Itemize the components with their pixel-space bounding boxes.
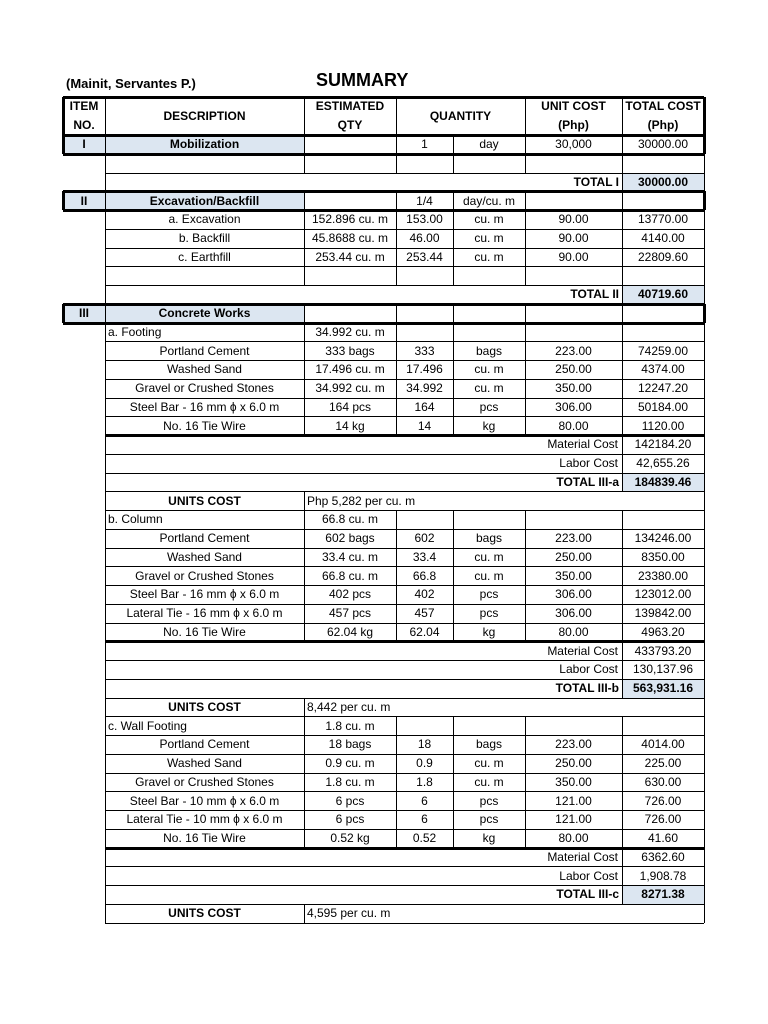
item-description: Steel Bar - 16 mm ϕ x 6.0 m bbox=[129, 587, 280, 602]
grid-line bbox=[105, 97, 106, 135]
quantity-unit: cu. m bbox=[474, 381, 504, 396]
grid-line bbox=[105, 640, 704, 643]
grid-line bbox=[704, 754, 705, 773]
estimated-qty: 17.496 cu. m bbox=[315, 362, 385, 377]
item-description: No. 16 Tie Wire bbox=[163, 418, 246, 433]
grid-line bbox=[703, 304, 706, 323]
grid-line bbox=[105, 923, 704, 924]
grid-line bbox=[704, 529, 705, 548]
grid-line bbox=[453, 154, 454, 173]
estimated-qty: 402 pcs bbox=[328, 587, 372, 602]
grid-line bbox=[304, 135, 305, 154]
grid-line bbox=[704, 435, 705, 454]
grid-line bbox=[63, 134, 704, 137]
grid-line bbox=[62, 191, 65, 210]
total-label: TOTAL III-a bbox=[556, 474, 619, 489]
grid-line bbox=[704, 379, 705, 398]
grid-line bbox=[63, 303, 704, 306]
grid-line bbox=[704, 323, 705, 342]
unit-cost: 90.00 bbox=[558, 231, 589, 246]
section-title: Excavation/Backfill bbox=[149, 193, 260, 208]
unit-cost: 250.00 bbox=[555, 549, 592, 564]
grid-line bbox=[525, 97, 526, 135]
item-description: No. 16 Tie Wire bbox=[163, 831, 246, 846]
total-value: 8271.38 bbox=[641, 887, 685, 902]
section-item-no: III bbox=[78, 306, 89, 321]
grid-line bbox=[105, 191, 106, 210]
total-cost: 23380.00 bbox=[637, 568, 689, 583]
item-description: Portland Cement bbox=[159, 343, 250, 358]
item-description: Lateral Tie - 16 mm ϕ x 6.0 m bbox=[126, 606, 283, 621]
grid-line bbox=[525, 716, 526, 735]
grid-line bbox=[704, 248, 705, 267]
quantity-value: 0.52 bbox=[412, 831, 437, 846]
section-unit-cost: 30,000 bbox=[555, 137, 592, 152]
quantity-value: 602 bbox=[414, 531, 435, 546]
header-quantity: QUANTITY bbox=[429, 109, 492, 123]
grid-line bbox=[525, 510, 526, 529]
grid-line bbox=[704, 885, 705, 904]
grid-line bbox=[525, 304, 526, 323]
quantity-unit: pcs bbox=[479, 812, 499, 827]
quantity-value: 402 bbox=[414, 587, 435, 602]
quantity-unit: cu. m bbox=[474, 568, 504, 583]
section-unit: day/cu. m bbox=[462, 193, 516, 208]
unit-cost: 350.00 bbox=[555, 774, 592, 789]
grid-line bbox=[704, 791, 705, 810]
grid-line bbox=[704, 173, 705, 192]
item-description: Steel Bar - 16 mm ϕ x 6.0 m bbox=[129, 399, 280, 414]
grid-line bbox=[704, 904, 705, 923]
grid-line bbox=[453, 266, 454, 285]
grid-line bbox=[704, 210, 705, 229]
grid-line bbox=[396, 135, 397, 154]
grid-line bbox=[63, 190, 704, 193]
grid-line bbox=[704, 473, 705, 492]
quantity-unit: pcs bbox=[479, 399, 499, 414]
units-cost-value: Php 5,282 per cu. m bbox=[307, 493, 416, 508]
total-value: 30000.00 bbox=[637, 174, 689, 189]
quantity-value: 34.992 bbox=[406, 381, 443, 396]
cost-value: 42,655.26 bbox=[636, 456, 690, 471]
unit-cost: 223.00 bbox=[555, 531, 592, 546]
header-unit-cost: UNIT COST (Php) bbox=[541, 99, 606, 132]
item-description: Gravel or Crushed Stones bbox=[135, 774, 274, 789]
grid-line bbox=[396, 191, 397, 210]
header-total-cost: TOTAL COST (Php) bbox=[625, 99, 701, 132]
item-description: Steel Bar - 10 mm ϕ x 6.0 m bbox=[129, 793, 280, 808]
cost-value: 6362.60 bbox=[641, 849, 685, 864]
estimated-qty: 62.04 kg bbox=[326, 624, 374, 639]
section-unit-cost bbox=[525, 304, 622, 323]
grid-line bbox=[704, 566, 705, 585]
grid-line bbox=[525, 323, 526, 342]
grid-line bbox=[704, 735, 705, 754]
grid-line bbox=[704, 698, 705, 717]
quantity-unit: cu. m bbox=[474, 231, 504, 246]
quantity-unit: cu. m bbox=[474, 549, 504, 564]
grid-line bbox=[704, 810, 705, 829]
grid-line bbox=[304, 266, 305, 285]
grid-line bbox=[704, 229, 705, 248]
section-unit: day bbox=[479, 137, 499, 152]
subsection-volume: 1.8 cu. m bbox=[325, 718, 375, 733]
total-cost: 12247.20 bbox=[637, 381, 689, 396]
grid-line bbox=[304, 191, 305, 210]
units-cost-value: 4,595 per cu. m bbox=[307, 906, 391, 921]
estimated-qty: 6 pcs bbox=[335, 793, 365, 808]
grid-line bbox=[704, 716, 705, 735]
item-description: a. Excavation bbox=[168, 212, 241, 227]
quantity-value: 1.8 bbox=[416, 774, 433, 789]
grid-line bbox=[704, 266, 705, 285]
quantity-value: 333 bbox=[414, 343, 435, 358]
item-description: No. 16 Tie Wire bbox=[163, 624, 246, 639]
grid-line bbox=[704, 604, 705, 623]
grid-line bbox=[622, 191, 623, 210]
section-item-no: II bbox=[80, 193, 88, 208]
total-cost: 123012.00 bbox=[634, 587, 692, 602]
quantity-value: 18 bbox=[417, 737, 432, 752]
unit-cost: 121.00 bbox=[555, 793, 592, 808]
grid-line bbox=[704, 829, 705, 848]
unit-cost: 250.00 bbox=[555, 362, 592, 377]
quantity-unit: kg bbox=[482, 831, 496, 846]
grid-line bbox=[304, 97, 305, 135]
estimated-qty: 6 pcs bbox=[335, 812, 365, 827]
grid-line bbox=[62, 304, 65, 323]
grid-line bbox=[105, 304, 106, 323]
grid-line bbox=[63, 153, 704, 156]
total-cost: 4014.00 bbox=[641, 737, 685, 752]
grid-line bbox=[704, 154, 705, 173]
subsection-volume: 34.992 cu. m bbox=[315, 324, 385, 339]
total-cost: 50184.00 bbox=[637, 399, 689, 414]
author-name: (Mainit, Servantes P.) bbox=[66, 76, 196, 91]
estimated-qty: 164 pcs bbox=[328, 399, 372, 414]
grid-line bbox=[703, 191, 706, 210]
total-label: TOTAL III-b bbox=[555, 681, 619, 696]
grid-line bbox=[453, 510, 454, 529]
total-value: 40719.60 bbox=[637, 287, 689, 302]
grid-line bbox=[704, 548, 705, 567]
total-cost: 13770.00 bbox=[637, 212, 689, 227]
quantity-unit: pcs bbox=[479, 587, 499, 602]
quantity-value: 33.4 bbox=[412, 549, 437, 564]
estimated-qty: 33.4 cu. m bbox=[321, 549, 379, 564]
unit-cost: 121.00 bbox=[555, 812, 592, 827]
grid-line bbox=[453, 716, 454, 735]
cost-label: Labor Cost bbox=[559, 662, 618, 677]
grid-line bbox=[622, 266, 623, 285]
cost-label: Labor Cost bbox=[559, 456, 618, 471]
quantity-unit: cu. m bbox=[474, 212, 504, 227]
grid-line bbox=[105, 154, 106, 173]
subsection-title: b. Column bbox=[108, 512, 163, 527]
quantity-value: 0.9 bbox=[416, 756, 433, 771]
grid-line bbox=[105, 266, 704, 267]
grid-line bbox=[105, 434, 704, 437]
total-cost: 225.00 bbox=[644, 756, 682, 771]
section-title: Mobilization bbox=[169, 137, 240, 152]
cost-label: Material Cost bbox=[547, 849, 618, 864]
grid-line bbox=[396, 304, 397, 323]
grid-line bbox=[704, 679, 705, 698]
grid-line bbox=[304, 154, 305, 173]
grid-line bbox=[704, 416, 705, 435]
grid-line bbox=[622, 97, 623, 135]
grid-line bbox=[453, 135, 454, 154]
unit-cost: 80.00 bbox=[558, 624, 589, 639]
cost-value: 1,908.78 bbox=[639, 868, 687, 883]
item-description: Washed Sand bbox=[167, 362, 242, 377]
grid-line bbox=[396, 716, 397, 735]
subsection-title: a. Footing bbox=[108, 324, 162, 339]
subsection-volume: 66.8 cu. m bbox=[321, 512, 379, 527]
section-quantity: 1 bbox=[421, 137, 428, 152]
estimated-qty: 0.9 cu. m bbox=[325, 756, 375, 771]
estimated-qty: 253.44 cu. m bbox=[315, 249, 385, 264]
quantity-unit: cu. m bbox=[474, 249, 504, 264]
unit-cost: 306.00 bbox=[555, 587, 592, 602]
estimated-qty: 602 bags bbox=[325, 531, 375, 546]
quantity-value: 6 bbox=[421, 812, 428, 827]
item-description: Portland Cement bbox=[159, 531, 250, 546]
item-description: b. Backfill bbox=[178, 231, 231, 246]
total-cost: 1120.00 bbox=[641, 418, 685, 433]
header-estimated-qty: ESTIMATED QTY bbox=[315, 99, 385, 132]
total-label: TOTAL II bbox=[570, 287, 619, 302]
cost-value: 130,137.96 bbox=[632, 662, 694, 677]
grid-line bbox=[704, 510, 705, 529]
section-quantity: 1/4 bbox=[416, 193, 433, 208]
total-cost: 134246.00 bbox=[634, 531, 692, 546]
item-description: Gravel or Crushed Stones bbox=[135, 568, 274, 583]
header-description: DESCRIPTION bbox=[163, 109, 246, 123]
total-label: TOTAL III-c bbox=[556, 887, 619, 902]
quantity-unit: bags bbox=[475, 531, 503, 546]
unit-cost: 80.00 bbox=[558, 831, 589, 846]
grid-line bbox=[105, 266, 106, 285]
quantity-value: 6 bbox=[421, 793, 428, 808]
total-cost: 139842.00 bbox=[634, 606, 692, 621]
section-unit-cost bbox=[525, 191, 622, 210]
grid-line bbox=[622, 323, 623, 342]
grid-line bbox=[704, 866, 705, 885]
quantity-value: 14 bbox=[417, 418, 432, 433]
total-value: 563,931.16 bbox=[632, 681, 694, 696]
quantity-value: 46.00 bbox=[409, 231, 440, 246]
grid-line bbox=[105, 847, 704, 850]
grid-line bbox=[525, 191, 526, 210]
unit-cost: 80.00 bbox=[558, 418, 589, 433]
units-cost-label: UNITS COST bbox=[168, 906, 241, 921]
estimated-qty: 14 kg bbox=[335, 418, 365, 433]
estimated-qty: 0.52 kg bbox=[330, 831, 370, 846]
grid-line bbox=[703, 97, 706, 135]
item-description: Gravel or Crushed Stones bbox=[135, 381, 274, 396]
quantity-unit: kg bbox=[482, 418, 496, 433]
total-cost: 726.00 bbox=[644, 793, 682, 808]
section-quantity bbox=[396, 304, 453, 323]
quantity-unit: cu. m bbox=[474, 756, 504, 771]
total-cost: 726.00 bbox=[644, 812, 682, 827]
quantity-value: 66.8 bbox=[412, 568, 437, 583]
grid-line bbox=[704, 641, 705, 660]
cost-value: 433793.20 bbox=[634, 643, 692, 658]
item-description: c. Earthfill bbox=[178, 249, 231, 264]
grid-line bbox=[62, 135, 65, 154]
section-total-cost: 30000.00 bbox=[637, 137, 689, 152]
total-cost: 74259.00 bbox=[637, 343, 689, 358]
estimated-qty: 457 pcs bbox=[328, 606, 372, 621]
grid-line bbox=[704, 341, 705, 360]
grid-line bbox=[704, 454, 705, 473]
grid-line bbox=[703, 135, 706, 154]
estimated-qty: 34.992 cu. m bbox=[315, 381, 385, 396]
units-cost-label: UNITS COST bbox=[168, 493, 241, 508]
grid-line bbox=[453, 304, 454, 323]
quantity-value: 457 bbox=[414, 606, 435, 621]
grid-line bbox=[396, 323, 397, 342]
grid-line bbox=[704, 491, 705, 510]
quantity-value: 164 bbox=[414, 399, 435, 414]
grid-line bbox=[63, 96, 704, 99]
item-description: Washed Sand bbox=[167, 756, 242, 771]
grid-line bbox=[704, 848, 705, 867]
total-cost: 41.60 bbox=[647, 831, 679, 846]
grid-line bbox=[453, 191, 454, 210]
grid-line bbox=[453, 323, 454, 342]
item-description: Washed Sand bbox=[167, 549, 242, 564]
quantity-unit: cu. m bbox=[474, 774, 504, 789]
quantity-unit: kg bbox=[482, 624, 496, 639]
section-total-cost bbox=[622, 191, 704, 210]
section-unit bbox=[453, 304, 525, 323]
quantity-value: 17.496 bbox=[406, 362, 443, 377]
grid-line bbox=[105, 135, 106, 154]
total-value: 184839.46 bbox=[634, 474, 692, 489]
total-cost: 22809.60 bbox=[637, 249, 689, 264]
grid-line bbox=[396, 510, 397, 529]
cost-label: Material Cost bbox=[547, 643, 618, 658]
grid-line bbox=[704, 398, 705, 417]
estimated-qty: 18 bags bbox=[328, 737, 372, 752]
estimated-qty: 66.8 cu. m bbox=[321, 568, 379, 583]
total-cost: 4140.00 bbox=[641, 231, 685, 246]
page-title: SUMMARY bbox=[316, 70, 409, 90]
grid-line bbox=[304, 304, 305, 323]
header-item-no: ITEM NO. bbox=[69, 99, 99, 132]
estimated-qty: 152.896 cu. m bbox=[311, 212, 389, 227]
grid-line bbox=[704, 360, 705, 379]
section-item-no: I bbox=[82, 137, 86, 152]
grid-line bbox=[396, 266, 397, 285]
section-total-cost bbox=[622, 304, 704, 323]
grid-line bbox=[525, 135, 526, 154]
item-description: Portland Cement bbox=[159, 737, 250, 752]
grid-line bbox=[622, 304, 623, 323]
grid-line bbox=[525, 154, 526, 173]
grid-line bbox=[704, 660, 705, 679]
unit-cost: 350.00 bbox=[555, 381, 592, 396]
quantity-unit: bags bbox=[475, 343, 503, 358]
estimated-qty: 333 bags bbox=[325, 343, 375, 358]
grid-line bbox=[704, 623, 705, 642]
item-description: Lateral Tie - 10 mm ϕ x 6.0 m bbox=[126, 812, 283, 827]
total-cost: 4963.20 bbox=[641, 624, 685, 639]
total-cost: 630.00 bbox=[644, 774, 682, 789]
quantity-value: 153.00 bbox=[406, 212, 443, 227]
unit-cost: 223.00 bbox=[555, 737, 592, 752]
grid-line bbox=[396, 154, 397, 173]
unit-cost: 350.00 bbox=[555, 568, 592, 583]
estimated-qty: 45.8688 cu. m bbox=[311, 231, 389, 246]
quantity-unit: bags bbox=[475, 737, 503, 752]
unit-cost: 250.00 bbox=[555, 756, 592, 771]
grid-line bbox=[62, 97, 65, 135]
quantity-value: 62.04 bbox=[409, 624, 440, 639]
units-cost-value: 8,442 per cu. m bbox=[307, 699, 391, 714]
subsection-title: c. Wall Footing bbox=[108, 718, 187, 733]
grid-line bbox=[622, 716, 623, 735]
unit-cost: 306.00 bbox=[555, 606, 592, 621]
quantity-unit: pcs bbox=[479, 606, 499, 621]
unit-cost: 90.00 bbox=[558, 249, 589, 264]
cost-label: Labor Cost bbox=[559, 868, 618, 883]
quantity-unit: pcs bbox=[479, 793, 499, 808]
grid-line bbox=[622, 154, 623, 173]
total-cost: 8350.00 bbox=[641, 549, 685, 564]
grid-line bbox=[622, 135, 623, 154]
grid-line bbox=[525, 266, 526, 285]
units-cost-label: UNITS COST bbox=[168, 699, 241, 714]
estimated-qty: 1.8 cu. m bbox=[325, 774, 375, 789]
grid-line bbox=[704, 285, 705, 304]
unit-cost: 223.00 bbox=[555, 343, 592, 358]
unit-cost: 90.00 bbox=[558, 212, 589, 227]
total-label: TOTAL I bbox=[573, 174, 619, 189]
grid-line bbox=[622, 510, 623, 529]
cost-value: 142184.20 bbox=[634, 437, 692, 452]
cost-label: Material Cost bbox=[547, 437, 618, 452]
grid-line bbox=[704, 773, 705, 792]
unit-cost: 306.00 bbox=[555, 399, 592, 414]
quantity-unit: cu. m bbox=[474, 362, 504, 377]
section-title: Concrete Works bbox=[158, 306, 251, 321]
grid-line bbox=[396, 97, 397, 135]
total-cost: 4374.00 bbox=[641, 362, 685, 377]
quantity-value: 253.44 bbox=[406, 249, 443, 264]
grid-line bbox=[704, 585, 705, 604]
